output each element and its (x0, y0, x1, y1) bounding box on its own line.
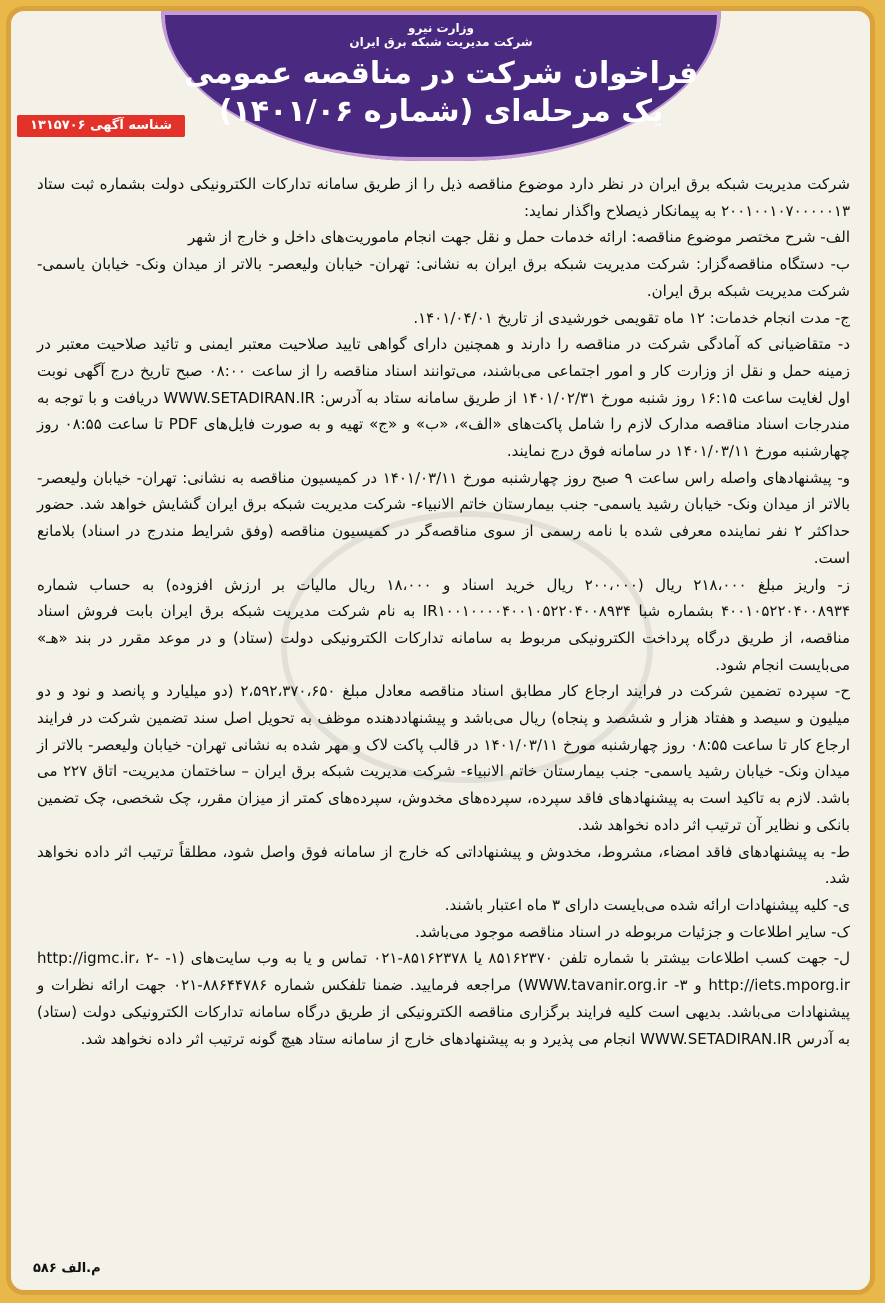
header-banner (161, 11, 721, 161)
paragraph-lam: ل- جهت کسب اطلاعات بیشتر با شماره تلفن ۸۵۱۶۲۳۷۰ یا ۸۵۱۶۲۳۷۸-۰۲۱ تماس و یا به وب سایت‌های (۱- http://igmc.ir، ۲- http://iets.mporg.ir و ۳- WWW.tavanir.org.ir) مراجعه فرمایید. ضمنا تلفکس شماره ۸۸۶۴۴۷۸۶-۰۲۱ جهت ارائه نظرات و پیشنهادات می‌باشد. بدیهی است کلیه فرایند برگزاری مناقصه الکترونیکی از طریق درگاه سامانه تدارکات الکترونیکی دولت (ستاد) به آدرس WWW.SETADIRAN.IR انجام می پذیرد و به پیشنهادهای خارج از سامانه ستاد هیچ گونه ترتیب اثر داده نخواهد شد. (37, 949, 850, 1048)
notice-frame (6, 6, 875, 1295)
company-name: شرکت مدیریت شبکه برق ایران (349, 35, 533, 49)
paragraph-intro: شرکت مدیریت شبکه برق ایران در نظر دارد موضوع مناقصه ذیل را از طریق سامانه تدارکات الکترونیکی دولت بشماره ثبت ستاد ۲۰۰۱۰۰۱۰۷۰۰۰۰۰۱۳ به پیمانکار ذیصلاح واگذار نماید: (37, 175, 850, 220)
paragraph-ta: ط- به پیشنهادهای فاقد امضاء، مشروط، مخدوش و پیشنهاداتی که خارج از سامانه فوق واصل شود، مطلقاً ترتیب اثر داده نخواهد شد. (37, 842, 850, 888)
paragraph-ye: ی- کلیه پیشنهادات ارائه شده می‌بایست دارای ۳ ماه اعتبار باشند. (444, 895, 850, 914)
notice-id-badge: شناسه آگهی ۱۳۱۵۷۰۶ (17, 115, 185, 137)
paragraph-vav: و- پیشنهادهای واصله راس ساعت ۹ صبح روز چهارشنبه مورخ ۱۴۰۱/۰۳/۱۱ در کمیسیون مناقصه به نشانی: تهران- خیابان ولیعصر- بالاتر از میدان ونک- خیابان رشید یاسمی- جنب بیمارستان خاتم الانبیاء- شرکت مدیریت شبکه برق ایران گشایش خواهد شد. حضور حداکثر ۲ نفر نماینده معرفی شده با نامه رسمی از سوی مناقصه‌گر در کمیسیون مناقصه (وفق شرایط مندرج در اسناد) بلامانع است. (37, 468, 851, 567)
paragraph-alef: الف- شرح مختصر موضوع مناقصه: ارائه خدمات حمل و نقل جهت انجام ماموریت‌های داخل و خارج از شهر (188, 228, 850, 247)
notice-title-line1: فراخوان شرکت در مناقصه عمومی (183, 56, 699, 91)
paragraph-kaf: ک- سایر اطلاعات و جزئیات مربوطه در اسناد مناقصه موجود می‌باشد. (415, 922, 850, 941)
paragraph-ze: ز- واریز مبلغ ۲۱۸،۰۰۰ ریال (۲۰۰،۰۰۰ ریال خرید اسناد و ۱۸،۰۰۰ ریال مالیات بر ارزش افزوده) به حساب شماره ۴۰۰۱۰۵۲۲۰۴۰۰۸۹۳۴ بشماره شبا IR۱۰۰۱۰۰۰۰۴۰۰۱۰۵۲۲۰۴۰۰۸۹۳۴ به نام شرکت مدیریت شبکه برق ایران بابت فروش اسناد مناقصه، از طریق درگاه پرداخت الکترونیکی مربوط به سامانه تدارکات الکترونیکی دولت (ستاد) و در موعد مقرر در بند «هـ» می‌بایست انجام شود. (37, 575, 850, 674)
paragraph-he: ح- سپرده تضمین شرکت در فرایند ارجاع کار مطابق اسناد مناقصه معادل مبلغ ۲،۵۹۲،۳۷۰،۶۵۰ (دو میلیارد و پانصد و نود و دو میلیون و سیصد و هفتاد هزار و ششصد و پنجاه) ریال می‌باشد و پیشنهاددهنده موظف به تحویل اصل سند تضمین شرکت در فرایند ارجاع کار تا ساعت ۰۸:۵۵ روز چهارشنبه مورخ ۱۴۰۱/۰۳/۱۱ در قالب پاکت لاک و مهر شده به نشانی تهران- خیابان ولیعصر- بالاتر از میدان ونک- خیابان رشید یاسمی- جنب بیمارستان خاتم الانبیاء- شرکت مدیریت شبکه برق ایران – ساختمان مدیریت- اتاق ۲۲۷ می باشد. لازم به تاکید است به پیشنهادهای فاقد سپرده، سپرده‌های مخدوش، سپرده‌های کمتر از میزان مقرر، چک شخصی، چک تضمین بانکی و نظایر آن ترتیب اثر داده نخواهد شد. (37, 682, 850, 834)
notice-title-line2: یک مرحله‌ای (شماره ۱۴۰۱/۰۶) (218, 94, 664, 129)
notice-body (37, 171, 850, 1052)
paragraph-jim: ج- مدت انجام خدمات: ۱۲ ماه تقویمی خورشیدی از تاریخ ۱۴۰۱/۰۴/۰۱. (413, 308, 850, 327)
footer-code: م.الف ۵۸۶ (33, 1261, 101, 1276)
paragraph-be: ب- دستگاه مناقصه‌گزار: شرکت مدیریت شبکه برق ایران به نشانی: تهران- خیابان ولیعصر- بالاتر از میدان ونک- خیابان یاسمی- شرکت مدیریت شبکه برق ایران. (37, 255, 850, 300)
ministry-name: وزارت نیرو (408, 21, 474, 35)
paragraph-dal: د- متقاضیانی که آمادگی شرکت در مناقصه را دارند و همچنین دارای گواهی تایید صلاحیت معتبر ایمنی و تائید صلاحیت معتبر در زمینه حمل و نقل از وزارت کار و امور اجتماعی می‌باشند، می‌توانند اسناد مناقصه را از ساعت ۰۸:۰۰ صبح تاریخ درج آگهی نوبت اول لغایت ساعت ۱۶:۱۵ روز شنبه مورخ ۱۴۰۱/۰۲/۳۱ از طریق سامانه ستاد به آدرس: WWW.SETADIRAN.IR دریافت و با توجه به مندرجات اسناد مناقصه مدارک لازم را شامل پاکت‌های «الف»، «ب» و «ج» تهیه و به صورت فایل‌های PDF تا ساعت ۰۸:۵۵ روز چهارشنبه مورخ ۱۴۰۱/۰۳/۱۱ در سامانه فوق درج نمایند. (37, 335, 850, 461)
